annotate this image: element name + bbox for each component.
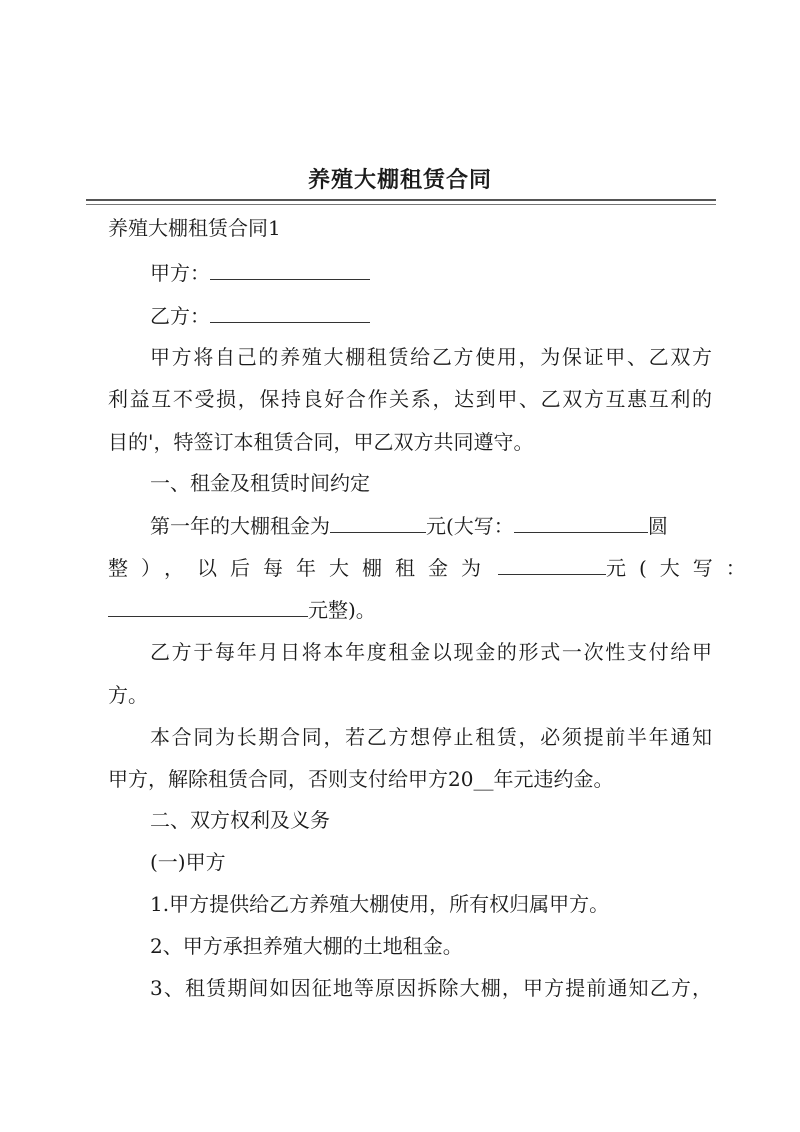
section2-heading: 二、双方权利及义务 [150,808,330,832]
party-a-subheading: (一)甲方 [150,850,226,874]
document-title: 养殖大棚租赁合同 [307,167,492,193]
rent-first-year-label: 第一年的大棚租金为 [150,514,330,538]
rent-uppercase-blank [514,514,648,533]
party-b-blank [210,304,370,323]
party-b-line [150,304,370,328]
rent-line-3 [108,598,376,622]
party-a-line [150,261,370,285]
rent-line-1 [150,514,668,538]
section1-heading: 一、租金及租赁时间约定 [150,471,370,495]
rent-later-unit: 元整)。 [308,598,376,622]
rent-uppercase-label: 元(大写： [426,514,514,538]
rent-yuan-unit: 圆 [647,514,668,538]
payment-line-2: 方。 [108,683,148,707]
rent-later-years-blank [498,556,606,575]
rent-later-uppercase-blank [108,598,308,617]
term-line-1: 本合同为长期合同，若乙方想停止租赁，必须提前半年通知 [150,725,712,749]
obligation-item-1: 1.甲方提供给乙方养殖大棚使用，所有权归属甲方。 [150,892,610,916]
party-b-label: 乙方： [150,304,210,328]
title-rule-thin [86,204,716,205]
intro-line-3: 目的'，特签订本租赁合同，甲乙双方共同遵守。 [108,430,534,454]
obligation-item-2: 2、甲方承担养殖大棚的土地租金。 [150,934,463,958]
rent-later-years-label: 整），以后每年大棚租金为 [108,556,494,580]
contract-subtitle: 养殖大棚租赁合同1 [108,216,281,240]
payment-line-1: 乙方于每年月日将本年度租金以现金的形式一次性支付给甲 [150,640,712,664]
title-rule-thick [86,199,716,201]
term-line-2: 甲方，解除租赁合同，否则支付给甲方20__年元违约金。 [108,767,614,791]
party-a-label: 甲方： [150,261,210,285]
obligation-item-3: 3、租赁期间如因征地等原因拆除大棚，甲方提前通知乙方， [150,976,712,1000]
party-a-blank [210,261,370,280]
rent-later-uppercase-label: 元(大写： [606,556,759,580]
rent-line-2 [108,556,759,580]
intro-line-1: 甲方将自己的养殖大棚租赁给乙方使用，为保证甲、乙双方 [150,345,712,369]
intro-line-2: 利益互不受损，保持良好合作关系，达到甲、乙双方互惠互利的 [108,387,712,411]
rent-first-year-blank [330,514,426,533]
